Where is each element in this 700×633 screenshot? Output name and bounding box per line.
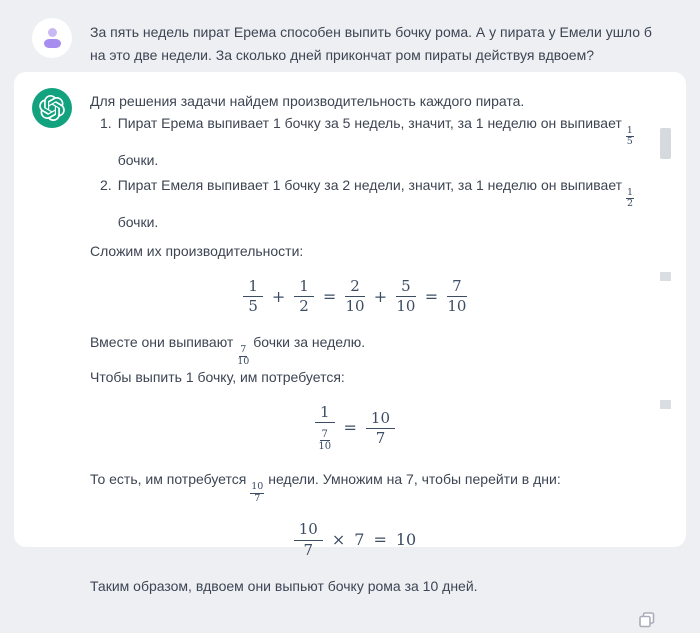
user-message-text: За пять недель пират Ерема способен выпить бочку рома. А у пирата у Емели ушло б на это две недели. За сколько дней прикончат ром пираты действуя вдвоем? bbox=[90, 24, 652, 63]
fraction: $\frac{10}{7}$ bbox=[294, 521, 323, 559]
inline-fraction: $\frac{10}{7}$ bbox=[251, 481, 264, 504]
message-actions bbox=[90, 610, 658, 632]
fraction: $\frac{2}{10}$ bbox=[345, 276, 365, 315]
list-item bbox=[100, 111, 660, 173]
operator: + bbox=[373, 286, 388, 306]
user-avatar-body-icon bbox=[44, 39, 61, 48]
fraction: $\frac{10}{7}$ bbox=[366, 410, 395, 448]
math-number: 10 bbox=[395, 530, 417, 549]
scroll-marker bbox=[660, 400, 671, 409]
operator: = bbox=[322, 286, 337, 306]
assistant-avatar bbox=[32, 88, 72, 128]
operator: × bbox=[331, 530, 346, 549]
numbered-list bbox=[100, 111, 660, 235]
fraction: $\frac{5}{10}$ bbox=[396, 276, 416, 315]
fraction: $\frac{1}{2}$ bbox=[294, 278, 314, 316]
operator: = bbox=[343, 418, 357, 438]
copy-button[interactable] bbox=[636, 610, 658, 632]
openai-logo-icon bbox=[39, 95, 65, 121]
inline-fraction: $\frac{7}{10}$ bbox=[237, 344, 250, 367]
math-number: 7 bbox=[354, 530, 365, 549]
formula-sum bbox=[90, 278, 620, 316]
intro-line: Для решения задачи найдем производительность каждого пирата. bbox=[90, 93, 525, 109]
inline-fraction: $\frac{1}{2}$ bbox=[626, 186, 633, 210]
formula-invert bbox=[90, 404, 620, 452]
copy-icon bbox=[637, 610, 657, 630]
list-marker: 2. bbox=[100, 176, 112, 193]
assistant-message-card bbox=[14, 72, 686, 594]
list-marker: 1. bbox=[100, 115, 112, 131]
user-avatar bbox=[32, 18, 72, 58]
formula-days bbox=[90, 521, 620, 559]
sum-intro-line: Сложим их производительности: bbox=[90, 242, 304, 259]
fraction: $\frac{1}{5}$ bbox=[243, 278, 263, 316]
together-line: Вместе они выпивают $\frac{7}{10}$ бочки за неделю. bbox=[90, 334, 366, 367]
list-item-text: Пират Емеля выпивает 1 бочку за 2 недели, значит, за 1 неделю он выпивает $\frac{1}{2}$ бочки. bbox=[117, 176, 633, 230]
user-message-row bbox=[0, 0, 700, 67]
inner-fraction: $\frac{7}{10}$ bbox=[318, 429, 332, 453]
list-item-text: Пират Ерема выпивает 1 бочку за 5 недель, значит, за 1 неделю он выпивает $\frac{1}{5}$ бочки. bbox=[117, 115, 633, 168]
need-line: Чтобы выпить 1 бочку, им потребуется: bbox=[90, 369, 345, 386]
scrollbar-thumb[interactable] bbox=[660, 128, 671, 159]
inline-fraction: $\frac{1}{5}$ bbox=[626, 125, 633, 148]
fraction: $\frac{7}{10}$ bbox=[447, 276, 467, 315]
operator: + bbox=[271, 286, 286, 306]
scroll-marker bbox=[660, 272, 671, 281]
operator: = bbox=[424, 286, 439, 306]
list-item bbox=[100, 173, 660, 235]
convert-line: То есть, им потребуется $\frac{10}{7}$ недели. Умножим на 7, чтобы перейти в дни: bbox=[90, 471, 561, 504]
user-avatar-head-icon bbox=[48, 28, 57, 37]
assistant-message-content bbox=[90, 91, 660, 632]
operator: = bbox=[373, 530, 387, 549]
final-line: Таким образом, вдвоем они выпьют бочку рома за 10 дней. bbox=[90, 577, 478, 594]
nested-fraction: $\frac{1}{\frac{7}{10}}$ bbox=[315, 404, 335, 452]
